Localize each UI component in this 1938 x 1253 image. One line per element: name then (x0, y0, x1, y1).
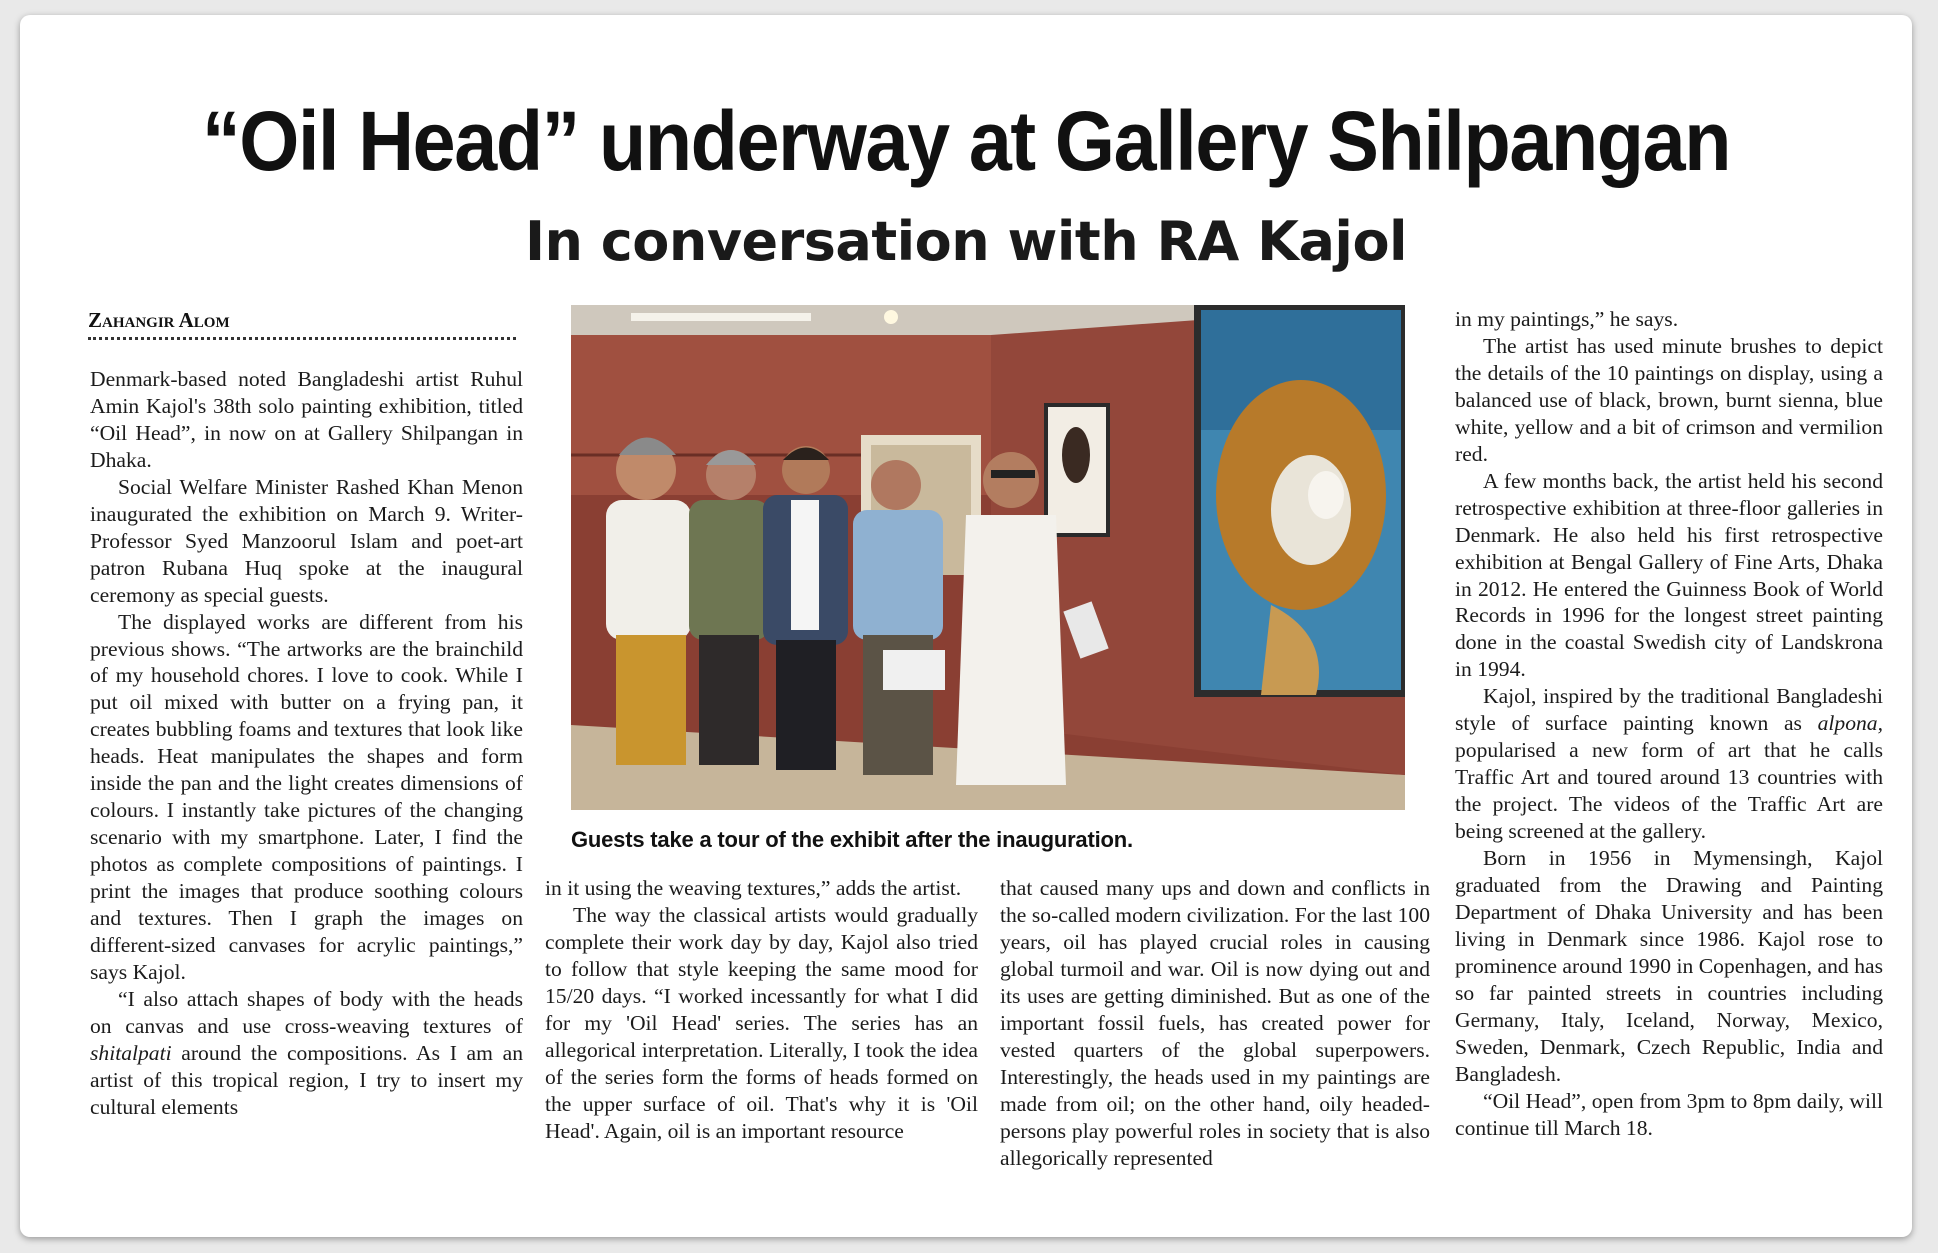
article-column-3 (1000, 875, 1430, 1171)
paragraph: A few months back, the artist held his second retrospective exhibition at three-floor galleries in Denmark. He also held his first retrospective exhibition at Bengal Gallery of Fine Arts, Dhaka in 2012. He entered the Guinness Book of World Records in 1996 for the longest street painting done in the coastal Swedish city of Landskrona in 1994. (1455, 468, 1883, 682)
gallery-photo (571, 305, 1405, 810)
photo-caption: Guests take a tour of the exhibit after the inauguration. (571, 827, 1133, 852)
paragraph: Social Welfare Minister Rashed Khan Menon inaugurated the exhibition on March 9. Writer-Professor Syed Manzoorul Islam and poet-art patron Rubana Huq spoke at the inaugural ceremony as special guests. (90, 474, 523, 607)
subhead: In conversation with RA Kajol (524, 210, 1408, 273)
paragraph (90, 986, 523, 1121)
oil-head-painting (1194, 305, 1405, 697)
headline: “Oil Head” underway at Gallery Shilpangan (201, 94, 1731, 188)
article-column-1 (90, 366, 523, 1121)
paragraph: The way the classical artists would gradually complete their work day by day, Kajol also tried to follow that style keeping the same mood for 15/20 days. “I worked incessantly for what I did for my 'Oil Head' series. The series has an allegorical interpretation. Literally, I took the idea of the series form the forms of heads formed on the upper surface of oil. That's why it is 'Oil Head'. Again, oil is an important resource (545, 902, 978, 1143)
byline-divider (88, 337, 516, 340)
text-run: popularised a new form of art that he calls Traffic Art and toured around 13 countries with the project. The videos of the Traffic Art are being screened at the gallery. (1455, 738, 1883, 844)
paragraph: The displayed works are different from his previous shows. “The artworks are the brainchild of my household chores. I love to cook. While I put oil mixed with butter on a frying pan, it creates bubbling foams and textures that look like heads. Heat manipulates the shapes and form inside the pan and the light creates dimensions of colours. I instantly take pictures of the changing scenario with my smartphone. Later, I find the photos as complete compositions of paintings. I print the images that produce soothing colours and textures. Then I graph the images on different-sized canvases for acrylic paintings,” says Kajol. (90, 609, 523, 984)
paragraph: in my paintings,” he says. (1455, 307, 1679, 331)
text-run: around the compositions. As I am an artist of this tropical region, I try to insert my cultural elements (90, 1040, 523, 1119)
newspaper-clipping (20, 15, 1912, 1237)
paragraph: “Oil Head”, open from 3pm to 8pm daily, will continue till March 18. (1455, 1088, 1883, 1140)
exhibition-photo-illustration (571, 305, 1405, 810)
italic-term: shitalpati (90, 1040, 172, 1065)
paragraph: Denmark-based noted Bangladeshi artist Ruhul Amin Kajol's 38th solo painting exhibition, titled “Oil Head”, in now on at Gallery Shilpangan in Dhaka. (90, 367, 523, 472)
paragraph (1455, 683, 1883, 845)
article-column-4 (1455, 306, 1883, 1142)
paragraph: that caused many ups and down and conflicts in the so-called modern civilization. For the last 100 years, oil has played crucial roles in causing global turmoil and war. Oil is now dying out and its uses are getting diminished. But as one of the important fossil fuels, has created power for vested quarters of the global superpowers. Interestingly, the heads used in my paintings are made from oil; on the other hand, oily headed-persons play powerful roles in society that is also allegorically represented (1000, 876, 1430, 1170)
paragraph: The artist has used minute brushes to depict the details of the 10 paintings on display, using a balanced use of black, brown, burnt sienna, blue white, yellow and a bit of crimson and vermilion red. (1455, 333, 1883, 466)
text-run: Kajol, inspired by the traditional Bangladeshi style of surface painting known as (1455, 684, 1883, 736)
article-column-2 (545, 875, 978, 1145)
paragraph: in it using the weaving textures,” adds the artist. (545, 876, 962, 900)
italic-term: alpona, (1817, 711, 1883, 736)
text-run: “I also attach shapes of body with the heads on canvas and use cross-weaving textures of (90, 986, 523, 1038)
paragraph: Born in 1956 in Mymensingh, Kajol graduated from the Drawing and Painting Department of Dhaka University and has been living in Denmark since 1986. Kajol rose to prominence around 1990 in Copenhagen, and has so far painted streets in countries including Germany, Italy, Iceland, Norway, Mexico, Sweden, Denmark, Czech Republic, India and Bangladesh. (1455, 846, 1883, 1086)
byline: Zahangir Alom (88, 308, 230, 332)
